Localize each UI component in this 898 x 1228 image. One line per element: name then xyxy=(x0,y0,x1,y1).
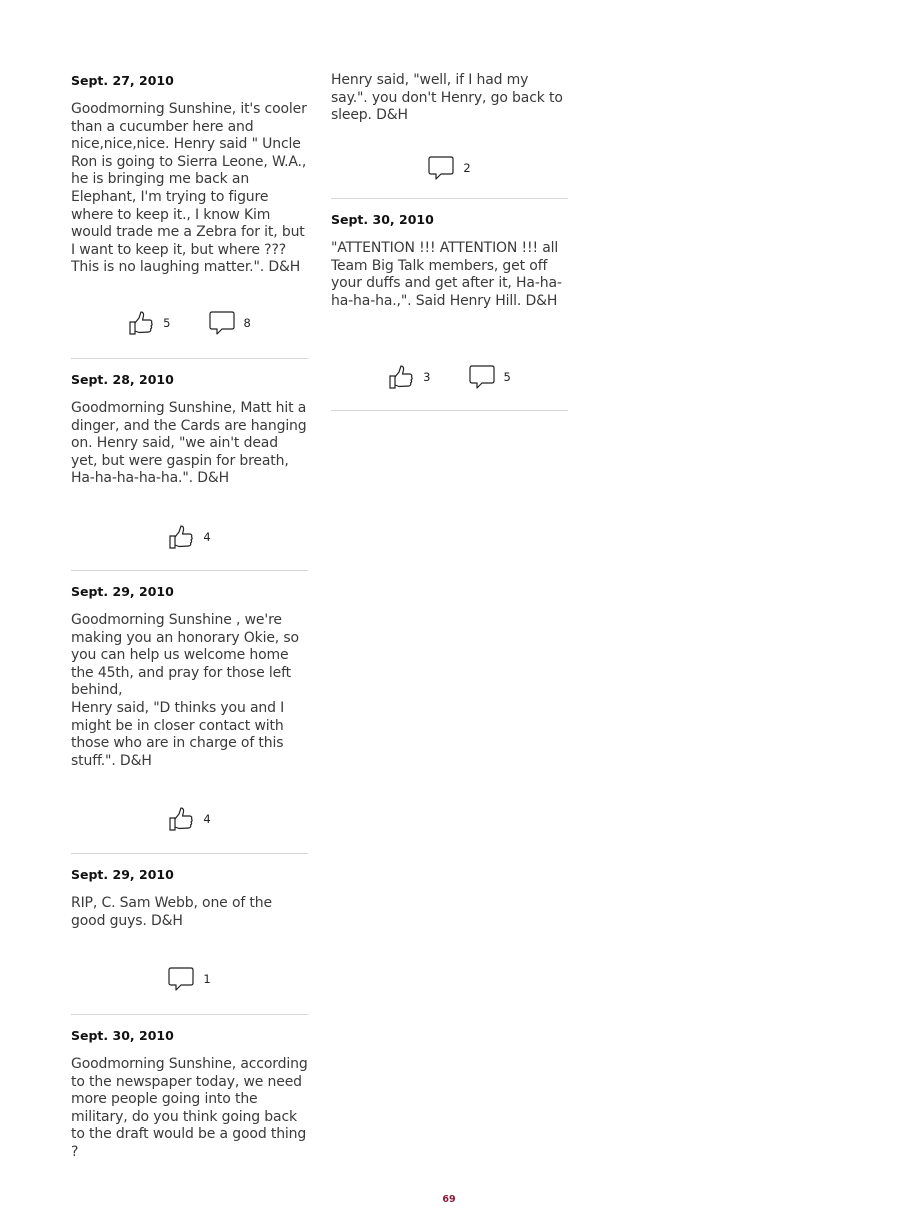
post-text: Goodmorning Sunshine, according to the newspaper today, we need more people going into the military, do you think going back to the draft would be a good thing ? xyxy=(71,1056,308,1160)
post-date: Sept. 29, 2010 xyxy=(71,867,174,882)
post-text-continued: Henry said, "well, if I had my say.". you don't Henry, go back to sleep. D&H xyxy=(331,72,563,124)
post-text: Goodmorning Sunshine, it's cooler than a cucumber here and nice,nice,nice. Henry said " Uncle Ron is going to Sierra Leone, W.A., he is bringing me back an Elephant, I'm trying to figure where to keep it., I know Kim would trade me a Zebra for it, but I want to keep it, but where ??? This is no laughing matter.". D&H xyxy=(71,101,307,276)
comment-button[interactable] xyxy=(209,310,251,336)
like-count: 4 xyxy=(203,530,211,544)
comment-bubble-icon xyxy=(469,364,495,390)
comment-count: 2 xyxy=(463,161,471,175)
thumbs-up-icon xyxy=(168,806,194,832)
comment-button[interactable] xyxy=(428,155,470,181)
post-date: Sept. 30, 2010 xyxy=(331,212,434,227)
thumbs-up-icon xyxy=(168,524,194,550)
post-text: "ATTENTION !!! ATTENTION !!! all Team Big Talk members, get off your duffs and get after it, Ha-ha-ha-ha-ha.,". Said Henry Hill. D&H xyxy=(331,240,562,309)
comment-bubble-icon xyxy=(428,155,454,181)
post-actions xyxy=(71,803,308,835)
left-column xyxy=(71,68,308,1162)
thumbs-up-icon xyxy=(128,310,154,336)
like-count: 3 xyxy=(423,370,431,384)
comment-button[interactable] xyxy=(469,364,511,390)
comment-count: 5 xyxy=(503,370,511,384)
post-actions xyxy=(71,307,308,339)
right-column xyxy=(331,68,568,411)
post-text: Goodmorning Sunshine , we're making you an honorary Okie, so you can help us welcome home the 45th, and pray for those left behind, Henry said, "D thinks you and I might be in closer contact with those who are in charge of this stuff.". D&H xyxy=(71,612,299,769)
post-sept-29-okie xyxy=(71,571,308,854)
post-sept-27 xyxy=(71,71,308,359)
post-date: Sept. 29, 2010 xyxy=(71,584,174,599)
post-date: Sept. 30, 2010 xyxy=(71,1028,174,1043)
post-text: RIP, C. Sam Webb, one of the good guys. D&H xyxy=(71,895,272,929)
comment-bubble-icon xyxy=(168,966,194,992)
comment-bubble-icon xyxy=(209,310,235,336)
post-date: Sept. 28, 2010 xyxy=(71,372,174,387)
like-button[interactable] xyxy=(168,806,210,832)
like-count: 5 xyxy=(163,316,171,330)
like-button[interactable] xyxy=(128,310,170,336)
post-sept-29-rip xyxy=(71,854,308,1015)
comment-button[interactable] xyxy=(168,966,210,992)
like-button[interactable] xyxy=(388,364,430,390)
post-actions xyxy=(331,361,568,393)
post-sept-30-draft xyxy=(71,1015,308,1162)
comment-count: 8 xyxy=(243,316,251,330)
post-continued xyxy=(331,72,568,199)
post-actions xyxy=(71,521,308,553)
page-number: 69 xyxy=(442,1194,456,1205)
thumbs-up-icon xyxy=(388,364,414,390)
comment-count: 1 xyxy=(203,972,211,986)
like-button[interactable] xyxy=(168,524,210,550)
post-actions xyxy=(331,152,568,184)
post-sept-30-attention xyxy=(331,199,568,411)
post-text: Goodmorning Sunshine, Matt hit a dinger, and the Cards are hanging on. Henry said, "we ain't dead yet, but were gaspin for breath, Ha-ha-ha-ha-ha.". D&H xyxy=(71,400,307,487)
like-count: 4 xyxy=(203,812,211,826)
post-sept-28 xyxy=(71,359,308,571)
post-date: Sept. 27, 2010 xyxy=(71,73,174,88)
post-actions xyxy=(71,963,308,995)
